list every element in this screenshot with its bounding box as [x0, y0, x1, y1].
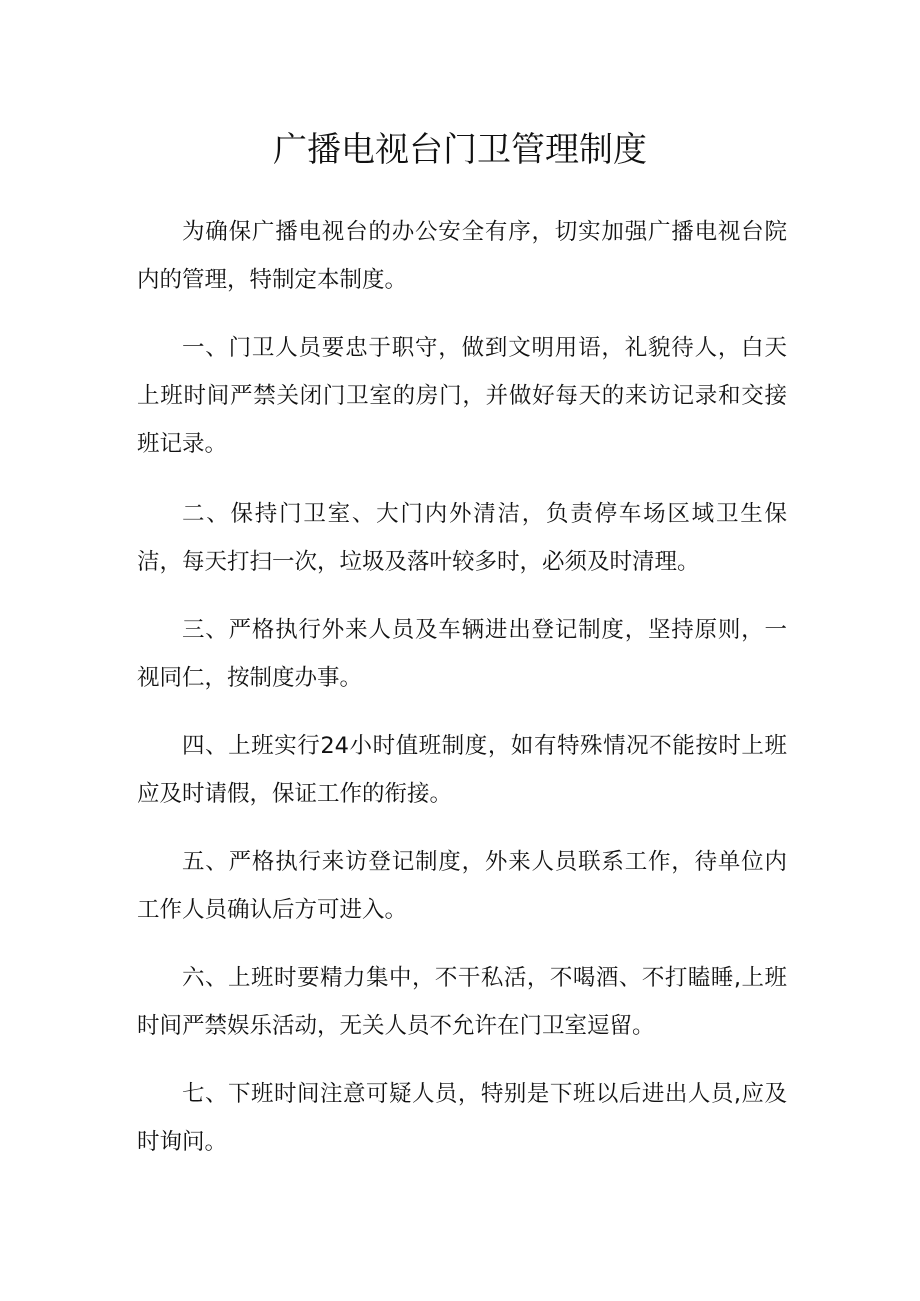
rule-paragraph-4: 四、上班实行24小时值班制度，如有特殊情况不能按时上班应及时请假，保证工作的衔接。 — [137, 733, 787, 807]
rule-paragraph-7: 七、下班时间注意可疑人员，特别是下班以后进出人员,应及时询问。 — [137, 1081, 787, 1155]
rule-paragraph-3: 三、严格执行外来人员及车辆进出登记制度，坚持原则，一视同仁，按制度办事。 — [137, 617, 787, 691]
rule-paragraph-2: 二、保持门卫室、大门内外清洁，负责停车场区域卫生保洁，每天打扫一次，垃圾及落叶较多时，必须及时清理。 — [137, 501, 787, 575]
rule-paragraph-1: 一、门卫人员要忠于职守，做到文明用语，礼貌待人，白天上班时间严禁关闭门卫室的房门，并做好每天的来访记录和交接班记录。 — [137, 335, 787, 457]
rule-paragraph-6: 六、上班时要精力集中，不干私活，不喝酒、不打瞌睡,上班时间严禁娱乐活动，无关人员不允许在门卫室逗留。 — [137, 965, 787, 1039]
rule-paragraph-5: 五、严格执行来访登记制度，外来人员联系工作，待单位内工作人员确认后方可进入。 — [137, 849, 787, 923]
intro-paragraph: 为确保广播电视台的办公安全有序，切实加强广播电视台院内的管理，特制定本制度。 — [137, 219, 787, 293]
document-title: 广播电视台门卫管理制度 — [273, 130, 647, 170]
